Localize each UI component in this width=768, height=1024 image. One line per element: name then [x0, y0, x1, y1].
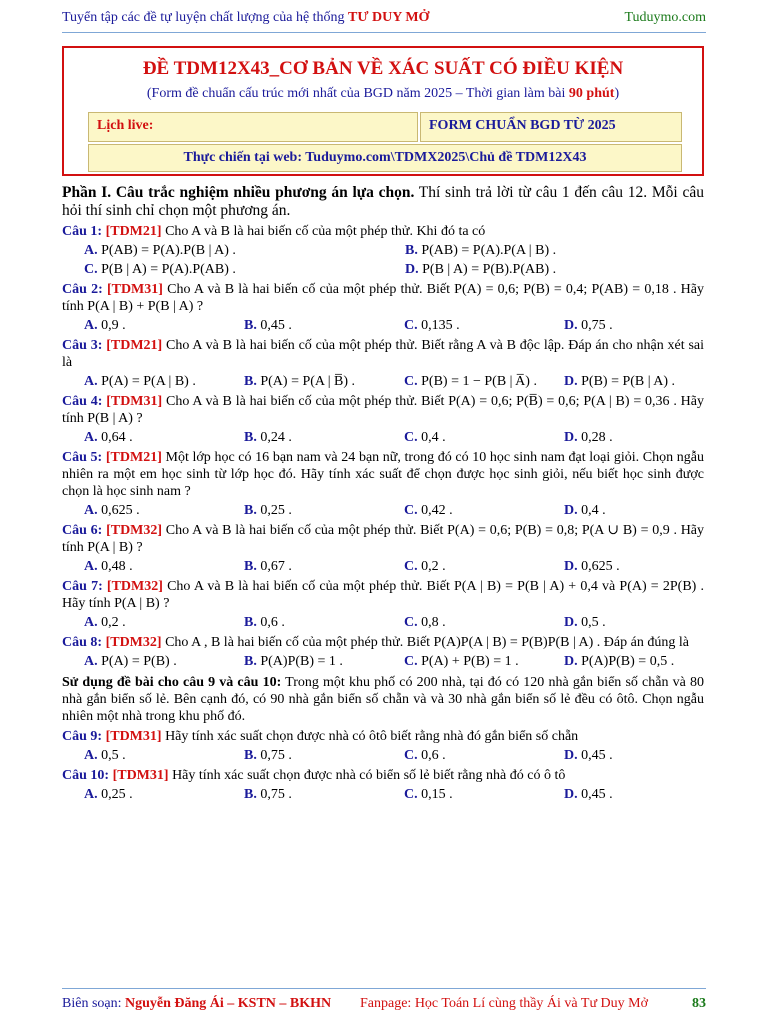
answer-option[interactable] — [542, 317, 702, 334]
question-text: Một lớp học có 16 bạn nam và 24 bạn nữ, trong đó có 10 học sinh nam đạt loại giỏi. Chọn ngẫu nhiên ra một em học sinh từ lớp học đó. Hãy tính xác suất để chọn được học sinh giỏi, nếu biết học sinh được chọn là học sinh nam ? — [62, 450, 705, 499]
option-key: D. — [564, 559, 578, 574]
option-text: P(A)P(B) = 0,5 . — [581, 654, 675, 669]
option-key: C. — [404, 615, 418, 630]
answer-option[interactable] — [222, 429, 382, 446]
question-code: [TDM31] — [112, 768, 169, 783]
answer-option[interactable] — [542, 429, 702, 446]
question-text: Cho A và B là hai biến cố của một phép thử. Biết P(A | B) = P(B | A) + 0,4 và P(A) = 2P(B) . Hãy tính P(A | B) ? — [62, 579, 704, 611]
option-key: A. — [84, 654, 98, 669]
question-stem — [62, 449, 704, 500]
option-key: A. — [84, 430, 98, 445]
option-key: D. — [405, 262, 419, 277]
option-key: C. — [404, 787, 418, 802]
question-stem — [62, 522, 704, 556]
question-number: Câu 1: — [62, 224, 103, 239]
option-text: P(B | A) = P(B).P(AB) . — [422, 262, 557, 277]
option-text: 0,75 . — [260, 787, 292, 802]
question-number: Câu 10: — [62, 768, 110, 783]
question-text: Cho A và B là hai biến cố của một phép thử. Biết P(A) = 0,6; P(B̅) = 0,6; P(A | B) = 0,36 . Hãy tính P(B | A) ? — [62, 394, 704, 426]
option-text: 0,75 . — [581, 318, 613, 333]
exam-content — [62, 184, 704, 803]
option-key: C. — [404, 748, 418, 763]
option-key: B. — [244, 654, 257, 669]
option-text: 0,625 . — [581, 559, 620, 574]
answer-options — [62, 242, 704, 259]
answer-option[interactable] — [542, 653, 702, 670]
option-text: 0,8 . — [421, 615, 446, 630]
question-code: [TDM21] — [105, 224, 162, 239]
header-brand: TƯ DUY MỞ — [348, 10, 430, 25]
exam-title: ĐỀ TDM12X43_CƠ BẢN VỀ XÁC SUẤT CÓ ĐIỀU KIỆN — [142, 58, 624, 79]
answer-option[interactable] — [542, 373, 702, 390]
option-text: 0,5 . — [101, 748, 126, 763]
answer-options — [62, 261, 704, 278]
question-code: [TDM31] — [106, 394, 163, 409]
option-key: B. — [244, 318, 257, 333]
option-key: C. — [84, 262, 98, 277]
option-text: P(A) + P(B) = 1 . — [421, 654, 519, 669]
answer-option[interactable] — [542, 558, 702, 575]
answer-option[interactable] — [62, 261, 383, 278]
option-text: 0,4 . — [421, 430, 446, 445]
question-code: [TDM31] — [105, 729, 162, 744]
answer-option[interactable] — [542, 614, 702, 631]
option-text: 0,25 . — [101, 787, 133, 802]
answer-option[interactable] — [222, 653, 382, 670]
part-one-intro: Phần I. Câu trắc nghiệm nhiều phương án lựa chọn. Thí sinh trả lời từ câu 1 đến câu 12. Mỗi câu hỏi thí sinh chỉ chọn một phương án. — [62, 184, 704, 219]
option-text: 0,135 . — [421, 318, 460, 333]
answer-option[interactable] — [382, 429, 542, 446]
option-text: 0,45 . — [260, 318, 292, 333]
answer-option[interactable] — [62, 653, 222, 670]
question-number: Câu 5: — [62, 450, 103, 465]
option-text: 0,28 . — [581, 430, 613, 445]
answer-option[interactable] — [382, 786, 542, 803]
question-stem — [62, 223, 704, 240]
option-key: D. — [564, 748, 578, 763]
option-text: 0,24 . — [260, 430, 292, 445]
answer-option[interactable] — [62, 614, 222, 631]
form-standard-cell: FORM CHUẨN BGD TỪ 2025 — [420, 112, 682, 142]
option-text: 0,25 . — [260, 503, 292, 518]
option-key: D. — [564, 615, 578, 630]
option-key: A. — [84, 748, 98, 763]
option-key: D. — [564, 374, 578, 389]
question-number: Câu 6: — [62, 523, 103, 538]
option-key: A. — [84, 374, 98, 389]
answer-option[interactable] — [62, 558, 222, 575]
question-code: [TDM32] — [106, 579, 163, 594]
option-text: 0,45 . — [581, 748, 613, 763]
answer-option[interactable] — [382, 317, 542, 334]
question-text: Cho A và B là hai biến cố của một phép thử. Biết rằng A và B độc lập. Đáp án cho nhận xét sai là — [62, 338, 705, 370]
question-text: Cho A và B là hai biến cố của một phép thử. Biết P(A) = 0,6; P(B) = 0,8; P(A ∪ B) = 0,9 . Hãy tính P(A | B) ? — [62, 523, 705, 555]
question-number: Câu 8: — [62, 635, 103, 650]
answer-option[interactable] — [382, 558, 542, 575]
question — [62, 281, 704, 334]
answer-options — [62, 502, 704, 519]
question — [62, 223, 704, 278]
option-text: 0,2 . — [101, 615, 126, 630]
question-list — [62, 223, 704, 670]
answer-option[interactable] — [542, 502, 702, 519]
option-text: P(B) = P(B | A) . — [581, 374, 676, 389]
question-number: Câu 3: — [62, 338, 103, 353]
question — [62, 634, 704, 670]
page-number: 83 — [692, 996, 706, 1011]
answer-option[interactable] — [542, 786, 702, 803]
option-key: B. — [244, 615, 257, 630]
answer-option[interactable] — [542, 747, 702, 764]
answer-option[interactable] — [62, 373, 222, 390]
question-number: Câu 4: — [62, 394, 103, 409]
option-key: A. — [84, 615, 98, 630]
option-text: P(B | A) = P(A).P(AB) . — [101, 262, 236, 277]
answer-option[interactable] — [222, 317, 382, 334]
option-text: P(A) = P(A | B) . — [101, 374, 196, 389]
answer-options — [62, 653, 704, 670]
question-number: Câu 7: — [62, 579, 103, 594]
option-text: 0,4 . — [581, 503, 606, 518]
question-text: Hãy tính xác suất chọn được nhà có ôtô biết rằng nhà đó gắn biển số chẵn — [161, 729, 579, 744]
answer-options — [62, 317, 704, 334]
answer-option[interactable] — [382, 653, 542, 670]
option-text: 0,45 . — [581, 787, 613, 802]
answer-option[interactable] — [222, 373, 382, 390]
question-stem — [62, 634, 704, 651]
answer-options — [62, 373, 704, 390]
answer-options — [62, 614, 704, 631]
answer-option[interactable] — [382, 502, 542, 519]
answer-option[interactable] — [62, 747, 222, 764]
live-schedule-cell: Lịch live: — [88, 112, 418, 142]
question-stem — [62, 393, 704, 427]
answer-option[interactable] — [222, 614, 382, 631]
footer-author: Biên soạn: Nguyễn Đăng Ái – KSTN – BKHN — [62, 996, 332, 1011]
answer-option[interactable] — [62, 502, 222, 519]
question-stem — [62, 728, 704, 745]
option-text: P(B) = 1 − P(B | A̅) . — [421, 374, 537, 389]
option-key: C. — [404, 430, 418, 445]
exam-subtitle: (Form đề chuẩn cấu trúc mới nhất của BGD năm 2025 – Thời gian làm bài 90 phút) — [146, 86, 620, 101]
option-key: D. — [564, 430, 578, 445]
question-text: Cho A và B là hai biến cố của một phép thử. Khi đó ta có — [161, 224, 486, 239]
answer-options — [62, 429, 704, 446]
option-key: D. — [564, 654, 578, 669]
answer-option[interactable] — [222, 747, 382, 764]
answer-option[interactable] — [382, 747, 542, 764]
option-text: 0,6 . — [421, 748, 446, 763]
option-text: 0,75 . — [260, 748, 292, 763]
answer-option[interactable] — [62, 242, 383, 259]
question-text: Cho A , B là hai biến cố của một phép thử. Biết P(A)P(A | B) = P(B)P(B | A) . Đáp án đúng là — [161, 635, 689, 650]
option-key: B. — [244, 748, 257, 763]
option-key: C. — [404, 654, 418, 669]
answer-options — [62, 558, 704, 575]
option-text: 0,64 . — [101, 430, 133, 445]
answer-option[interactable] — [383, 261, 704, 278]
option-text: P(A) = P(A | B̅) . — [260, 374, 356, 389]
header-divider — [62, 32, 706, 33]
option-text: 0,9 . — [101, 318, 126, 333]
option-key: B. — [405, 243, 418, 258]
question — [62, 337, 704, 390]
option-key: B. — [244, 430, 257, 445]
answer-option[interactable] — [382, 373, 542, 390]
option-key: C. — [404, 318, 418, 333]
option-key: C. — [404, 503, 418, 518]
question-number: Câu 9: — [62, 729, 103, 744]
question-code: [TDM31] — [106, 282, 163, 297]
option-key: A. — [84, 243, 98, 258]
answer-option[interactable] — [382, 614, 542, 631]
footer-divider — [62, 988, 706, 989]
question-code: [TDM32] — [106, 523, 163, 538]
question-number: Câu 2: — [62, 282, 103, 297]
question-stem — [62, 767, 704, 784]
question-stem — [62, 578, 704, 612]
footer-fanpage: Fanpage: Học Toán Lí cùng thầy Ái và Tư Duy Mở — [360, 996, 648, 1011]
question — [62, 728, 704, 764]
option-key: B. — [244, 374, 257, 389]
answer-option[interactable] — [62, 429, 222, 446]
option-key: C. — [404, 374, 418, 389]
question-stem — [62, 337, 704, 371]
option-key: A. — [84, 318, 98, 333]
option-key: A. — [84, 559, 98, 574]
practice-web-cell: Thực chiến tại web: Tuduymo.com\TDMX2025\Chủ đề TDM12X43 — [88, 144, 682, 172]
answer-option[interactable] — [222, 786, 382, 803]
question — [62, 449, 704, 519]
question-stem — [62, 281, 704, 315]
option-text: 0,5 . — [581, 615, 606, 630]
header-website: Tuduymo.com — [624, 10, 706, 25]
question — [62, 393, 704, 446]
option-key: A. — [84, 787, 98, 802]
option-text: 0,48 . — [101, 559, 133, 574]
option-text: P(AB) = P(A).P(B | A) . — [101, 243, 236, 258]
option-text: 0,67 . — [260, 559, 292, 574]
option-text: 0,625 . — [101, 503, 140, 518]
question-code: [TDM21] — [105, 450, 162, 465]
option-key: B. — [244, 787, 257, 802]
answer-option[interactable] — [62, 786, 222, 803]
answer-option[interactable] — [383, 242, 704, 259]
shared-context: Sử dụng đề bài cho câu 9 và câu 10: Trong một khu phố có 200 nhà, tại đó có 120 nhà gắn biển số chẵn và 80 nhà gắn biển số lẻ. Bên cạnh đó, có 90 nhà gắn biển số chẵn và và 30 nhà gắn biển số lẻ đều có ôtô. Chọn ngẫu nhiên một nhà trong khu phố đó. — [62, 675, 704, 724]
question-code: [TDM32] — [105, 635, 162, 650]
option-key: D. — [564, 787, 578, 802]
option-key: C. — [404, 559, 418, 574]
option-key: A. — [84, 503, 98, 518]
option-key: D. — [564, 503, 578, 518]
option-text: P(A)P(B) = 1 . — [260, 654, 343, 669]
question-list-2 — [62, 728, 704, 803]
header-series-title: Tuyển tập các đề tự luyện chất lượng của hệ thống TƯ DUY MỞ — [62, 10, 430, 25]
exam-title-box — [62, 46, 704, 176]
question-text: Cho A và B là hai biến cố của một phép thử. Biết P(A) = 0,6; P(B) = 0,4; P(AB) = 0,18 . Hãy tính P(A | B) + P(B | A) ? — [62, 282, 705, 314]
answer-options — [62, 786, 704, 803]
question — [62, 767, 704, 803]
answer-option[interactable] — [222, 558, 382, 575]
question — [62, 578, 704, 631]
answer-option[interactable] — [222, 502, 382, 519]
question — [62, 522, 704, 575]
option-text: 0,2 . — [421, 559, 446, 574]
option-key: D. — [564, 318, 578, 333]
option-key: B. — [244, 559, 257, 574]
question-code: [TDM21] — [106, 338, 163, 353]
option-text: P(AB) = P(A).P(A | B) . — [421, 243, 557, 258]
option-text: 0,15 . — [421, 787, 453, 802]
option-text: 0,42 . — [421, 503, 453, 518]
option-text: 0,6 . — [260, 615, 285, 630]
question-text: Hãy tính xác suất chọn được nhà có biển số lẻ biết rằng nhà đó có ô tô — [168, 768, 566, 783]
option-text: P(A) = P(B) . — [101, 654, 177, 669]
option-key: B. — [244, 503, 257, 518]
answer-options — [62, 747, 704, 764]
answer-option[interactable] — [62, 317, 222, 334]
